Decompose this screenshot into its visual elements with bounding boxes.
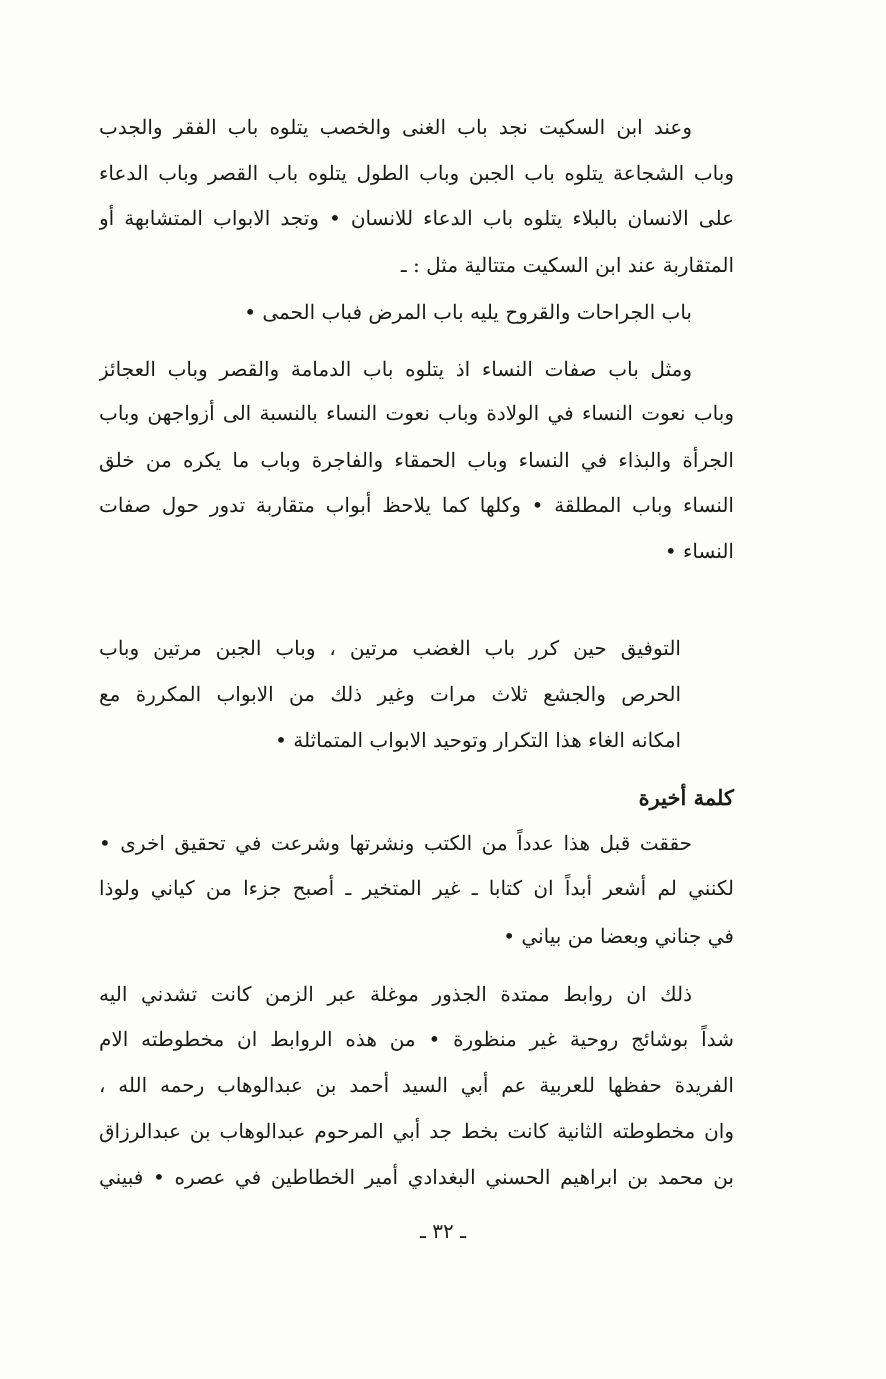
paragraph-3-line-2: لكنني لم أشعر أبداً ان كتابا ـ غير المتخير ـ أصبح جزءا من كياني ولوذا — [99, 876, 734, 900]
list-item-line-2: التوفيق حين كرر باب الغضب مرتين ، وباب الجبن مرتين وباب — [99, 636, 681, 660]
paragraph-2-line-4: النساء وباب المطلقة • وكلها كما يلاحظ أبواب متقاربة تدور حول صفات — [99, 493, 734, 517]
paragraph-4-line-3: الفريدة حفظها للعربية عم أبي السيد أحمد بن عبدالوهاب رحمه الله ، — [99, 1073, 734, 1097]
list-item-line-3: الحرص والجشع ثلاث مرات وغير ذلك من الابواب المكررة مع — [99, 682, 681, 706]
paragraph-2-line-5: النساء • — [664, 539, 734, 563]
paragraph-4-line-2: شداً بوشائج روحية غير منظورة • من هذه الروابط ان مخطوطته الام — [99, 1027, 734, 1051]
paragraph-3-line-1: حققت قبل هذا عدداً من الكتب ونشرتها وشرعت في تحقيق اخرى • — [99, 831, 692, 855]
paragraph-1-line-3: على الانسان بالبلاء يتلوه باب الدعاء للانسان • وتجد الابواب المتشابهة أو — [99, 206, 734, 230]
example-line: باب الجراحات والقروح يليه باب المرض فباب الحمى • — [244, 300, 692, 324]
paragraph-4-line-4: وان مخطوطته الثانية كانت بخط جد أبي المرحوم عبدالوهاب بن عبدالرزاق — [99, 1119, 734, 1143]
page-number: ـ ٣٢ ـ — [420, 1219, 466, 1243]
section-heading: كلمة أخيرة — [638, 785, 734, 810]
paragraph-4-line-5: بن محمد بن ابراهيم الحسني البغدادي أمير الخطاطين في عصره • فبيني — [99, 1165, 734, 1189]
paragraph-3-line-3: في جناني وبعضا من بياني • — [503, 924, 734, 948]
paragraph-4-line-1: ذلك ان روابط ممتدة الجذور موغلة عبر الزمن كانت تشدني اليه — [99, 982, 692, 1006]
list-item-line-4: امكانه الغاء هذا التكرار وتوحيد الابواب المتماثلة • — [275, 728, 681, 752]
paragraph-2-line-1: ومثل باب صفات النساء اذ يتلوه باب الدمامة والقصر وباب العجائز — [99, 357, 692, 381]
paragraph-2-line-3: الجرأة والبذاء في النساء وباب الحمقاء والفاجرة وباب ما يكره من خلق — [99, 448, 734, 472]
paragraph-1-line-1: وعند ابن السكيت نجد باب الغنى والخصب يتلوه باب الفقر والجدب — [99, 115, 692, 139]
paragraph-1-line-4: المتقاربة عند ابن السكيت متتالية مثل : ـ — [400, 253, 734, 277]
paragraph-2-line-2: وباب نعوت النساء في الولادة وباب نعوت النساء بالنسبة الى أزواجهن وباب — [99, 401, 734, 425]
paragraph-1-line-2: وباب الشجاعة يتلوه باب الجبن وباب الطول يتلوه باب القصر وباب الدعاء — [99, 161, 734, 185]
